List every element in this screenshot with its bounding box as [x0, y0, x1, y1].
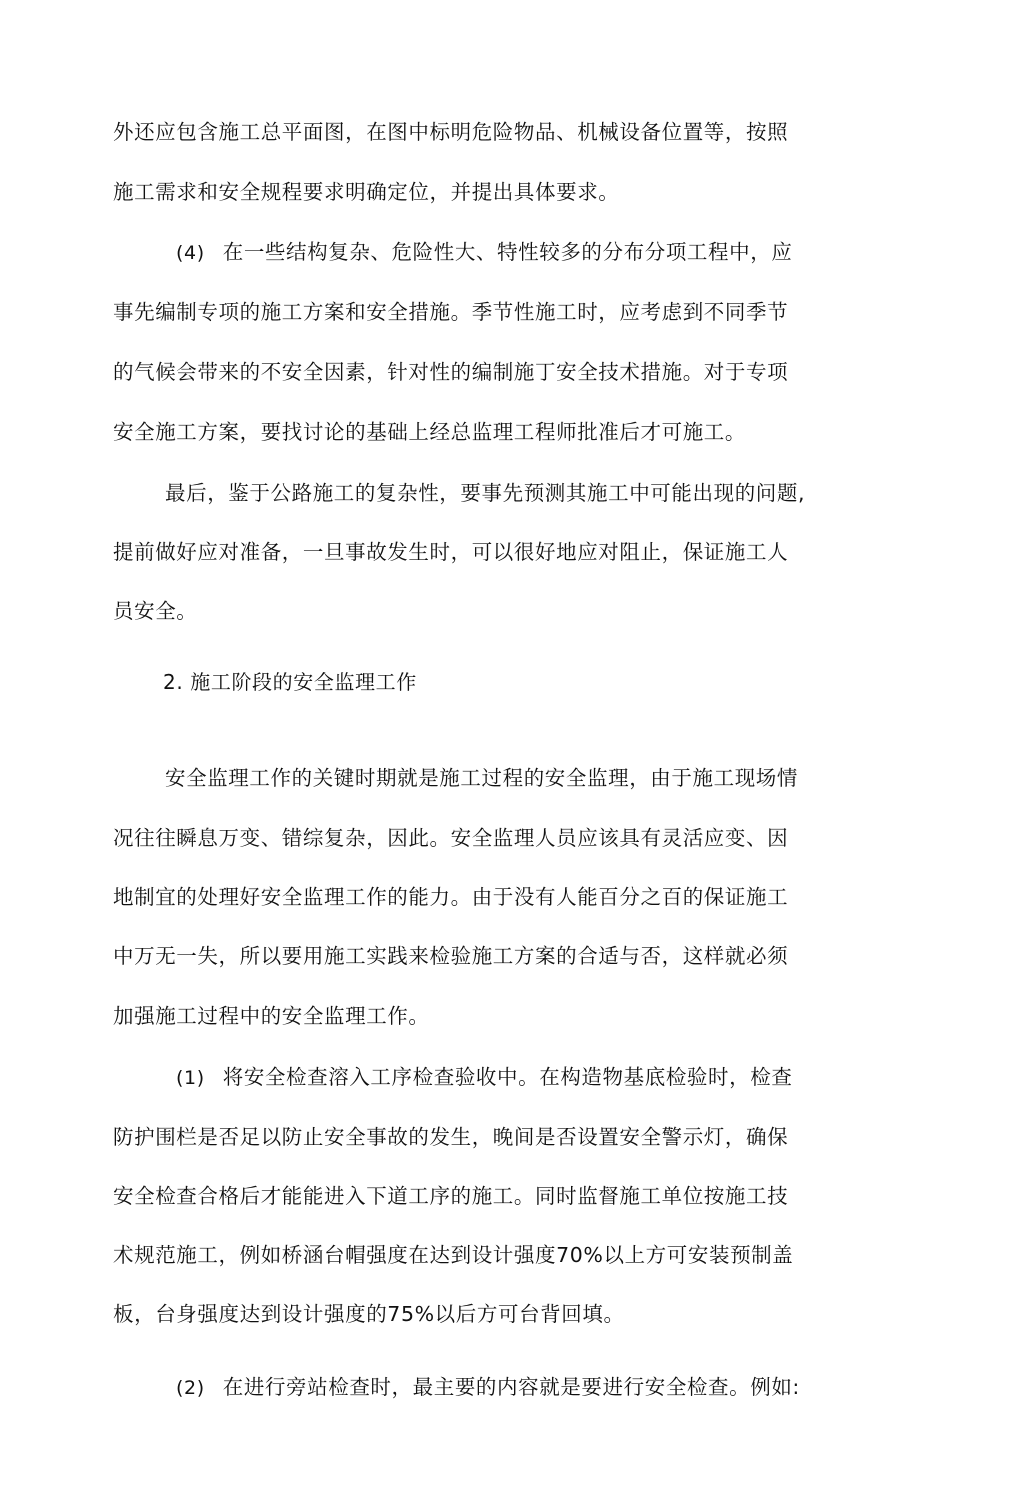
body-text-line: 将安全检查溶入工序检查验收中。在构造物基底检验时，检查	[222, 1065, 793, 1089]
body-text-line: 安全施工方案，要找讨论的基础上经总监理工程师批准后才可施工。	[113, 420, 746, 444]
section-heading: 2. 施工阶段的安全监理工作	[163, 670, 417, 694]
body-text-line: 安全检查合格后才能能进入下道工序的施工。同时监督施工单位按施工技	[113, 1184, 789, 1208]
body-text-line: 提前做好应对准备，一旦事故发生时，可以很好地应对阻止，保证施工人	[113, 540, 789, 564]
body-text-line: 术规范施工，例如桥涵台帽强度在达到设计强度70%以上方可安装预制盖	[113, 1243, 794, 1267]
body-text-line: 员安全。	[113, 599, 198, 623]
body-text-line: 最后，鉴于公路施工的复杂性，要事先预测其施工中可能出现的问题,	[165, 481, 806, 505]
body-text-line: 加强施工过程中的安全监理工作。	[113, 1004, 430, 1028]
list-item	[176, 1062, 883, 1093]
list-item	[176, 1372, 883, 1403]
body-text-line: 施工需求和安全规程要求明确定位，并提出具体要求。	[113, 180, 620, 204]
body-text-line: 安全监理工作的关键时期就是施工过程的安全监理，由于施工现场情	[165, 766, 798, 790]
list-item	[176, 237, 883, 268]
list-number: (1)	[176, 1067, 205, 1089]
list-number: (2)	[176, 1377, 205, 1399]
body-text-line: 防护围栏是否足以防止安全事故的发生，晚间是否设置安全警示灯，确保	[113, 1125, 789, 1149]
body-text-line: 中万无一失，所以要用施工实践来检验施工方案的合适与否，这样就必须	[113, 944, 789, 968]
body-text-line: 在一些结构复杂、危险性大、特性较多的分布分项工程中，应	[222, 240, 793, 264]
body-text-line: 外还应包含施工总平面图，在图中标明危险物品、机械设备位置等，按照	[113, 120, 789, 144]
list-number: (4)	[176, 242, 205, 264]
body-text-line: 事先编制专项的施工方案和安全措施。季节性施工时，应考虑到不同季节	[113, 300, 789, 324]
body-text-line: 在进行旁站检查时，最主要的内容就是要进行安全检查。例如:	[222, 1375, 800, 1399]
body-text-line: 况往往瞬息万变、错综复杂，因此。安全监理人员应该具有灵活应变、因	[113, 826, 789, 850]
body-text-line: 的气候会带来的不安全因素，针对性的编制施丁安全技术措施。对于专项	[113, 360, 789, 384]
body-text-line: 地制宜的处理好安全监理工作的能力。由于没有人能百分之百的保证施工	[113, 885, 789, 909]
body-text-line: 板，台身强度达到设计强度的75%以后方可台背回填。	[113, 1302, 625, 1326]
